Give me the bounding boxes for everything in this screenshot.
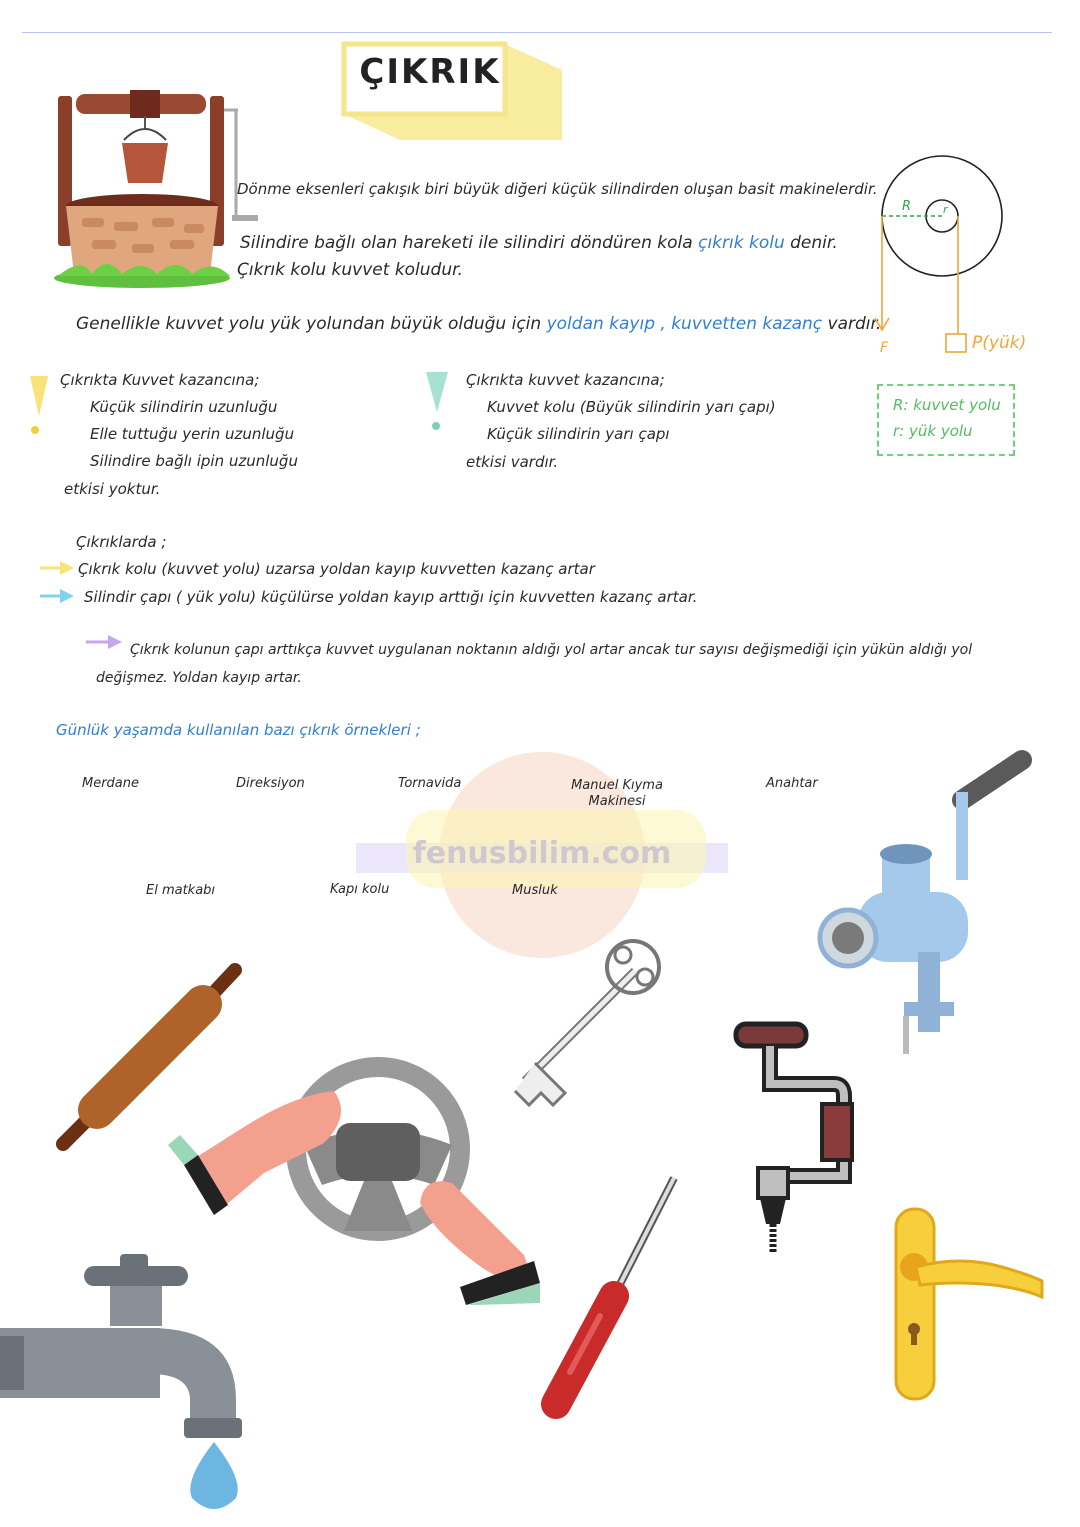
force-label: F bbox=[880, 340, 889, 356]
example-label-merdane: Merdane bbox=[82, 776, 140, 791]
example-label-el-matkabi: El matkabı bbox=[146, 883, 216, 898]
well-illustration bbox=[52, 88, 262, 293]
example-label-tornavida: Tornavida bbox=[398, 776, 462, 791]
crank-arm-suffix: denir. bbox=[790, 233, 838, 253]
rule-1: Çıkrık kolu (kuvvet yolu) uzarsa yoldan kayıp kuvvetten kazanç artar bbox=[78, 560, 595, 578]
radius-R-label: R bbox=[902, 199, 912, 214]
door-handle-illustration bbox=[890, 1205, 1050, 1405]
example-label-anahtar: Anahtar bbox=[766, 776, 818, 791]
general-suffix: vardır. bbox=[827, 314, 882, 334]
example-label-direksiyon: Direksiyon bbox=[236, 776, 305, 791]
faucet-illustration bbox=[0, 1250, 250, 1520]
crank-arm-highlight: çıkrık kolu bbox=[698, 233, 785, 253]
example-label-kiyma-makinesi: Manuel Kıyma Makinesi bbox=[571, 778, 663, 809]
page-title: ÇIKRIK bbox=[359, 52, 501, 92]
definition-text: Dönme eksenleri çakışık biri büyük diğeri küçük silindirden oluşan basit makinelerdir. bbox=[237, 180, 878, 198]
examples-heading: Günlük yaşamda kullanılan bazı çıkrık örnekleri ; bbox=[56, 721, 421, 739]
no-effect-item: Küçük silindirin uzunluğu bbox=[90, 398, 278, 416]
key-illustration bbox=[495, 935, 670, 1115]
note-line2: değişmez. Yoldan kayıp artar. bbox=[96, 670, 302, 686]
cyan-arrow-icon bbox=[40, 588, 76, 604]
yellow-arrow-icon bbox=[40, 560, 76, 576]
load-label: P(yük) bbox=[972, 333, 1027, 353]
rule-2: Silindir çapı ( yük yolu) küçülürse yoldan kayıp arttığı için kuvvetten kazanç artar. bbox=[84, 588, 698, 606]
effect-heading: Çıkrıkta kuvvet kazancına; bbox=[466, 371, 665, 389]
legend-line2: r: yük yolu bbox=[893, 422, 973, 440]
top-rule bbox=[22, 32, 1052, 33]
rules-heading: Çıkrıklarda ; bbox=[76, 533, 167, 551]
example-label-kapi-kolu: Kapı kolu bbox=[330, 882, 390, 897]
crank-arm-line2: Çıkrık kolu kuvvet koludur. bbox=[237, 260, 463, 280]
watermark-text: fenusbilim.com bbox=[412, 836, 672, 871]
effect-item: Kuvvet kolu (Büyük silindirin yarı çapı) bbox=[487, 398, 776, 416]
no-effect-item: Elle tuttuğu yerin uzunluğu bbox=[90, 425, 295, 443]
green-exclamation-icon bbox=[424, 368, 452, 434]
crank-arm-prefix: Silindire bağlı olan hareketi ile silindiri döndüren kola bbox=[240, 233, 693, 253]
no-effect-footer: etkisi yoktur. bbox=[64, 480, 161, 498]
note-line1: Çıkrık kolunun çapı arttıkça kuvvet uygulanan noktanın aldığı yol artar ancak tur sayısı değişmediği için yükün aldığı yol bbox=[130, 642, 973, 658]
crank-arm-line1 bbox=[240, 233, 838, 253]
general-statement bbox=[76, 314, 881, 334]
legend-box bbox=[877, 384, 1015, 456]
yellow-exclamation-icon bbox=[26, 372, 52, 438]
radius-r-label: r bbox=[943, 203, 948, 216]
general-highlight: yoldan kayıp , kuvvetten kazanç bbox=[546, 314, 823, 334]
legend-line1: R: kuvvet yolu bbox=[893, 396, 1001, 414]
example-label-musluk: Musluk bbox=[512, 883, 558, 898]
no-effect-item: Silindire bağlı ipin uzunluğu bbox=[90, 452, 298, 470]
purple-arrow-icon bbox=[86, 634, 124, 650]
screwdriver-illustration bbox=[540, 1172, 685, 1422]
effect-footer: etkisi vardır. bbox=[466, 453, 559, 471]
effect-item: Küçük silindirin yarı çapı bbox=[487, 425, 670, 443]
general-prefix: Genellikle kuvvet yolu yük yolundan büyük olduğu için bbox=[76, 314, 542, 334]
no-effect-heading: Çıkrıkta Kuvvet kazancına; bbox=[60, 371, 260, 389]
meat-grinder-illustration bbox=[818, 742, 1038, 1062]
